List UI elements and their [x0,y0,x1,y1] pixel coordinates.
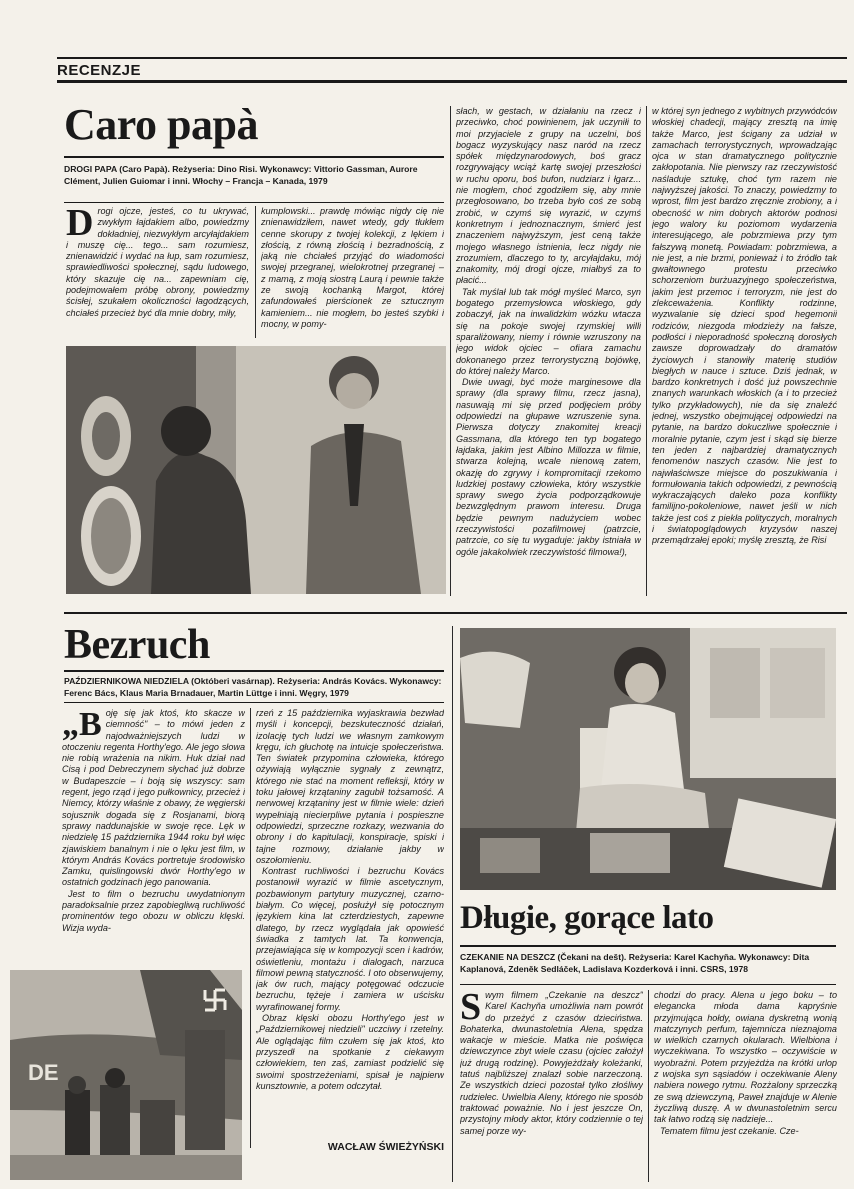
author-signature: WACŁAW ŚWIEŻYŃSKI [327,1141,444,1153]
article-column: słach, w gestach, w działaniu na rzecz i przeciwko, choć powinienem, jak uczyniłi to moi przyjaciele z grupy na uczelni, boś bogacz wyzyskujący nasz naród na rzecz spółek międzynarodowych, boś gracz rozgrywający wciąż kartę swojej przeszłości w ruchu oporu, boś bufon, nudziarz i łgarz... nie mogłem, choć zgodziłem się, aby mnie przegłosowano, bo trzeba było coś ze sobą zrobić, w czymś się wyrazić, w czymś konkretnym i jednoznacznym, śmierć jest znaczeniem najwyższym, jest ceną także mojego własnego istnienia, lecz nigdy nie zrozumiem, dlaczego to ty, arcyłajdaku, mój znakomity, mój drogi ojcze, miałbyś za to płacić... Tak myślał lub tak mógł myśleć Marco, syn bogatego przemysłowca włoskiego, gdy zobaczył, jak na inwalidzkim wózku wtacza się na pokoje swojej rzymskiej willi sparaliżowany, niemy i równie wzruszony na jego widok ojciec – ofiara zamachu dokonanego przez terrorystyczną bojówkę, do której należy Marco. Dwie uwagi, być może marginesowe dla sprawy (dla sprawy filmu, rzecz jasna), nasuwają mi się przed podjęciem próby odpowiedzi na głupawe wzruszenie syna. Pierwsza dotyczy znakomitej kreacji Gassmana, dla którego ten typ bogatego łajdaka, jakim jest Albino Millozza w filmie, stwarza kolejną, wcale nienową zatem, okazję do zgrywy i kompromitacji rzekomo ludzkiej postawy człowieka, który wszystkie sprawy swego życia podporządkowuje bezwzględnym prawom interesu. Druga będzie pewnym nadużyciem wobec rzeczywistości pozafilmowej (patrzcie, patrzcie, co się tu wygaduje: jakby istniała w ogóle jakakolwiek rzeczywistość filmowa!), [456,106,641,557]
article-credits: CZEKANIE NA DESZCZ (Čekani na dešt). Reżyseria: Karel Kachyňa. Wykonawcy: Dita Kaplanová, Zdeněk Sedláček, Ladislava Kozderková i inni. CSRS, 1978 [460,952,810,974]
article-title-dlugie-gorace-lato: Długie, gorące lato [460,900,714,936]
drop-cap: „B [62,708,102,743]
article-credits: PAŹDZIERNIKOWA NIEDZIELA (Októberi vasárnap). Reżyseria: András Kovács. Wykonawcy: Ferenc Bács, Klaus Maria Brnadauer, Martin Lüttge i inni. Węgry, 1979 [64,676,442,698]
article-column: Swym filmem „Czekanie na deszcz" Karel Kachyňa umożliwia nam powrót do przeżyć z czasów dzieciństwa. Bohaterka, dwunastoletnia Alena, spędza wakacje w mieście. Matka nie poświęca dziewczynce zbyt wiele czasu (ojciec założył już drugą rodzinę). Powyjeżdżały koleżanki, tatuś najbliższej znalazł sobie narzeczoną. Ze wszystkich dzieci pozostał tylko złośliwy rudzielec. Uwielbia Aleny, którego nie sposób traktować poważnie. No i jest jeszcze On, przystojny młody aktor, który codziennie o tej samej porze wy- [460,990,643,1136]
article-title-caro-papa: Caro papà [64,100,258,149]
drop-cap: D [66,206,94,244]
article-column: w której syn jednego z wybitnych przywódców włoskiej chadecji, mający zresztą na imię także Marco, jest ścigany za udział w zamachach terrorystycznych, wprowadzając ojca w stan dramatycznego politycznie zakłopotania. Nie pierwszy raz rzeczywistość naśladuje sztukę, choć tym razem nie najwyższej jakości. To znaczy, powiedzmy to wprost, film jest bardzo zręcznie zrobiony, a i obecność w nim dobrych aktorów podnosi jego walory ku poziomom wydarzenia interesującego, ale pobrzmiewa przy tym fałszywą monetą. Powiadam: pobrzmiewa, a nie jest, a nie brzmi, ponieważ i to źródło tak gwałtownego protestu przeciwko schorzeniom burżuazyjnego społeczeństwa, jakim jest przemoc i terroryzm, nie jest do zlekceważenia. Konflikty rodzinne, wyzwalanie się dzieci spod hegemonii rodziców, niezgoda młodzieży na fałsze, podłości i nieporadność społeczną dorosłych zawsze doprowadzały do dramatów życiowych i stanowiły materię studiów biegłych w nauce i sztuce. Dziś jednak, w bardzo konkretnych i dość już powszechnie znanych warunkach włoskich (a i to przecież tylko przykładowych), nie da się znaleźć jednej, wszystko obejmującej odpowiedzi na pytanie, na bardzo dokuczliwe społecznie i moralnie pytanie, czym jest i skąd się bierze ten jeden z najbardziej dramatycznych fenomenów naszych czasów. Nie jest to najwłaściwsze miejsce do poszukiwania i formułowania takich odpowiedzi, z pewnością wykraczających daleko poza konflikty familijno-pokoleniowe, nawet jeśli w nich także jest coś z piekła polityczych, moralnych i światopoglądowych kryzysów naszej przemądrzałej epoki; myślę zresztą, że Risi [652,106,837,546]
article-column: rzeń z 15 października wyjaskrawia bezwład myśli i koncepcji, bezskuteczność działań, izolację tych ludzi we własnym zamkowym kręgu, ich głuchotę na intuicje społeczeństwa. Ten światek przypomina człowieka, którego ożywiają wyłącznie sygnały z zewnątrz, którego nie stać na moment refleksji, który w toku jałowej krzątaniny zagubił tożsamość. A nerwowej krzątaniny jest w filmie wiele: dzień wypełniają niecierpliwe pytania i pospieszne odpowiedzi, sprzeczne rozkazy, wezwania do obrony i do kapitulacji, konspiracje, spiski i tajne rozmowy, działanie jakby w oszołomieniu. Kontrast ruchliwości i bezruchu Kovács postanowił wyrazić w filmie ascetycznym, pozbawionym partytury muzycznej, czarno-białym. Co więcej, posłużył się potocznym językiem kina lat czterdziestych, zapewne dlatego, by rzecz wyglądała jak opowieść świadka z tamtych lat. Ta konwencja, przejawiająca się w kompozycji scen i kadrów, oświetleniu, montażu i dialogach, narzuca filmowi pewną statyczność. I oto obserwujemy, jak ów ruch, mający potęgować odczucie bezruchu, tężeje i zamiera w uścisku wyrafinowanej formy. Obraz klęski obozu Horthy'ego jest w „Październikowej niedzieli" uczciwy i rzetelny. Ale oglądając film czułem się jak ktoś, kto przyszedł na spotkanie z ciekawym człowiekiem, ten zaś, zamiast podzielić się swoimi spostrzeżeniami, spisał je najpierw kunsztownie, a potem odczytał. [256,708,444,1091]
article-credits: DROGI PAPA (Caro Papà). Reżyseria: Dino Risi. Wykonawcy: Vittorio Gassman, Aurore Clément, Julien Guiomar i inni. Włochy – Francja – Kanada, 1979 [64,164,418,186]
film-still-photo [460,628,836,890]
drop-cap: S [460,990,482,1028]
article-column: chodzi do pracy. Alena u jego boku – to elegancka młoda dama kapryśnie przyjmująca hołdy, owiana dyskretną wonią matczynych perfum, tajemnicza nieznajoma w wielkich czarnych okularach. Wielbiona i wyczekiwana. To wszystko – oczywiście w wyobraźni. Potem przyjeżdża na krótki urlop z wojska syn sąsiadów i oczekiwanie Aleny nabiera nowego rytmu. Rozżalony sprzeczką ze swą dziewczyną, Paweł znajduje w Alenie życzliwą duszę. A w dwunastoletnim sercu tak łatwo rodzą się nadzieje... Tematem filmu jest czekanie. Cze- [654,990,837,1136]
article-column: Drogi ojcze, jesteś, co tu ukrywać, zwykłym łajdakiem albo, powiedzmy dokładniej, niezwykłym arcyłajdakiem i muszę cię... tego... sam rozumiesz, znienawidzić i wydać na łup, sam rozumiesz, sprawiedliwości społecznej, sądu ludowego, który skazuje cię na... zapewniam cię, podejmowałem próbę obrony, powiedzmy ścisłej, szukałem okoliczności łagodzących, chciałeś przecież być dla mnie dobry, miły, [66,206,249,318]
article-title-bezruch: Bezruch [64,622,210,668]
article-column: kumplowski... prawdę mówiąc nigdy cię nie znienawidziłem, nawet wtedy, gdy tłukłem cenne skorupy z twojej kolekcji, z lękiem i złością, z równą złością i bezradnością, z jaką nie chciałeś przyjąć do wiadomości swojej przegranej, wielokrotnej przegranej – z mamą, z moją siostrą Laurą i pewnie także ze swoją kochanką Margot, której zafundowałeś pierścionek ze sztucznym kamieniem... nie mogłem, bo jesteś szybki i mocny, w pomy- [261,206,444,329]
film-still-photo [10,970,242,1180]
section-label: RECENZJE [57,62,142,79]
film-still-photo [66,346,446,594]
article-column: „B oję się jak ktoś, kto skacze w ciemność" – to mówi jeden z najodważniejszych ludzi w otoczeniu regenta Horthy'ego. Ale jego słowa nie robią wrażenia na nikim. Huk dział nad Cisą i pod Debreczynem słychać już dobrze w Budapeszcie – i boją się wszyscy: sam regent, jego rząd i jego pułkownicy, przecież i Niemcy, którzy właśnie z obawy, że węgierski sojusznik dogada się z Rosjanami, biorą sprawy naddunajskie w swoje ręce. Lęk w niedzielę 15 października 1944 roku był więc zjawiskiem banalnym i nie o lęku jest film, w którym András Kovács portretuje środowisko Zamku, quislingowski dwór Horthy'ego w ostatnich godzinach jego panowania. Jest to film o bezruchu uwydatnionym paradoksalnie przez zapobiegliwą ruchliwość prominentów tego obozu w obliczu klęski. Wizja wyda- [62,708,245,933]
plane-marking: DE [28,1060,59,1085]
